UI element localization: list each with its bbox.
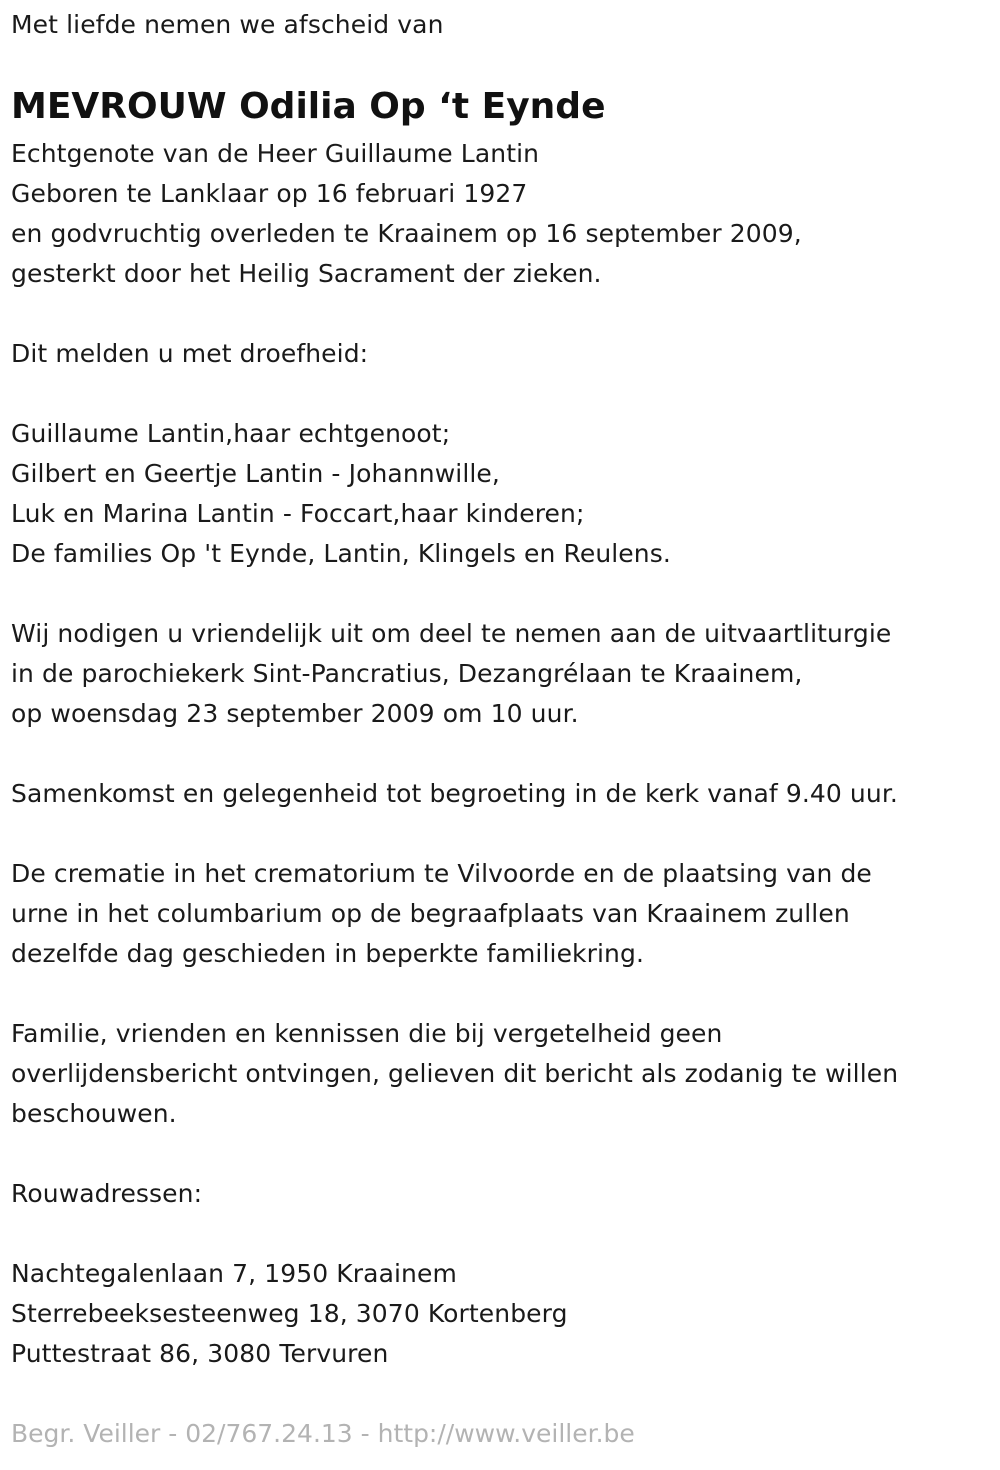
spouse-line: Echtgenote van de Heer Guillaume Lantin bbox=[11, 139, 540, 168]
cremation-line: De crematie in het crematorium te Vilvoorde en de plaatsing van de bbox=[11, 859, 872, 888]
intro-text: Met liefde nemen we afscheid van bbox=[11, 10, 444, 39]
family-member: Gilbert en Geertje Lantin - Johannwille, bbox=[11, 459, 500, 488]
cremation-block bbox=[11, 854, 872, 974]
invitation-block bbox=[11, 614, 891, 734]
cremation-line: dezelfde dag geschieden in beperkte familiekring. bbox=[11, 939, 645, 968]
announce-text: Dit melden u met droefheid: bbox=[11, 339, 369, 368]
friends-block bbox=[11, 1014, 898, 1134]
announce-block bbox=[11, 334, 368, 374]
cremation-line: urne in het columbarium op de begraafplaats van Kraainem zullen bbox=[11, 899, 850, 928]
family-member: Luk en Marina Lantin - Foccart,haar kinderen; bbox=[11, 499, 585, 528]
friends-line: beschouwen. bbox=[11, 1099, 177, 1128]
meeting-block bbox=[11, 774, 898, 814]
family-member: De families Op 't Eynde, Lantin, Klingels en Reulens. bbox=[11, 539, 671, 568]
address-item: Puttestraat 86, 3080 Tervuren bbox=[11, 1339, 389, 1368]
death-line: en godvruchtig overleden te Kraainem op 16 september 2009, bbox=[11, 219, 802, 248]
addresses-label: Rouwadressen: bbox=[11, 1179, 203, 1208]
invitation-line: op woensdag 23 september 2009 om 10 uur. bbox=[11, 699, 579, 728]
family-list bbox=[11, 414, 671, 574]
sacrament-line: gesterkt door het Heilig Sacrament der zieken. bbox=[11, 259, 602, 288]
deceased-name-title: MEVROUW Odilia Op ‘t Eynde bbox=[11, 86, 606, 127]
friends-line: overlijdensbericht ontvingen, gelieven dit bericht als zodanig te willen bbox=[11, 1059, 899, 1088]
friends-line: Familie, vrienden en kennissen die bij vergetelheid geen bbox=[11, 1019, 723, 1048]
invitation-line: in de parochiekerk Sint-Pancratius, Dezangrélaan te Kraainem, bbox=[11, 659, 803, 688]
address-list bbox=[11, 1254, 568, 1374]
details-block bbox=[11, 134, 802, 294]
address-item: Sterrebeeksesteenweg 18, 3070 Kortenberg bbox=[11, 1299, 568, 1328]
meeting-text: Samenkomst en gelegenheid tot begroeting in de kerk vanaf 9.40 uur. bbox=[11, 779, 898, 808]
addresses-label-block bbox=[11, 1174, 202, 1214]
family-member: Guillaume Lantin,haar echtgenoot; bbox=[11, 419, 451, 448]
invitation-line: Wij nodigen u vriendelijk uit om deel te nemen aan de uitvaartliturgie bbox=[11, 619, 892, 648]
birth-line: Geboren te Lanklaar op 16 februari 1927 bbox=[11, 179, 528, 208]
funeral-home-footer: Begr. Veiller - 02/767.24.13 - http://www.veiller.be bbox=[11, 1419, 635, 1448]
address-item: Nachtegalenlaan 7, 1950 Kraainem bbox=[11, 1259, 457, 1288]
